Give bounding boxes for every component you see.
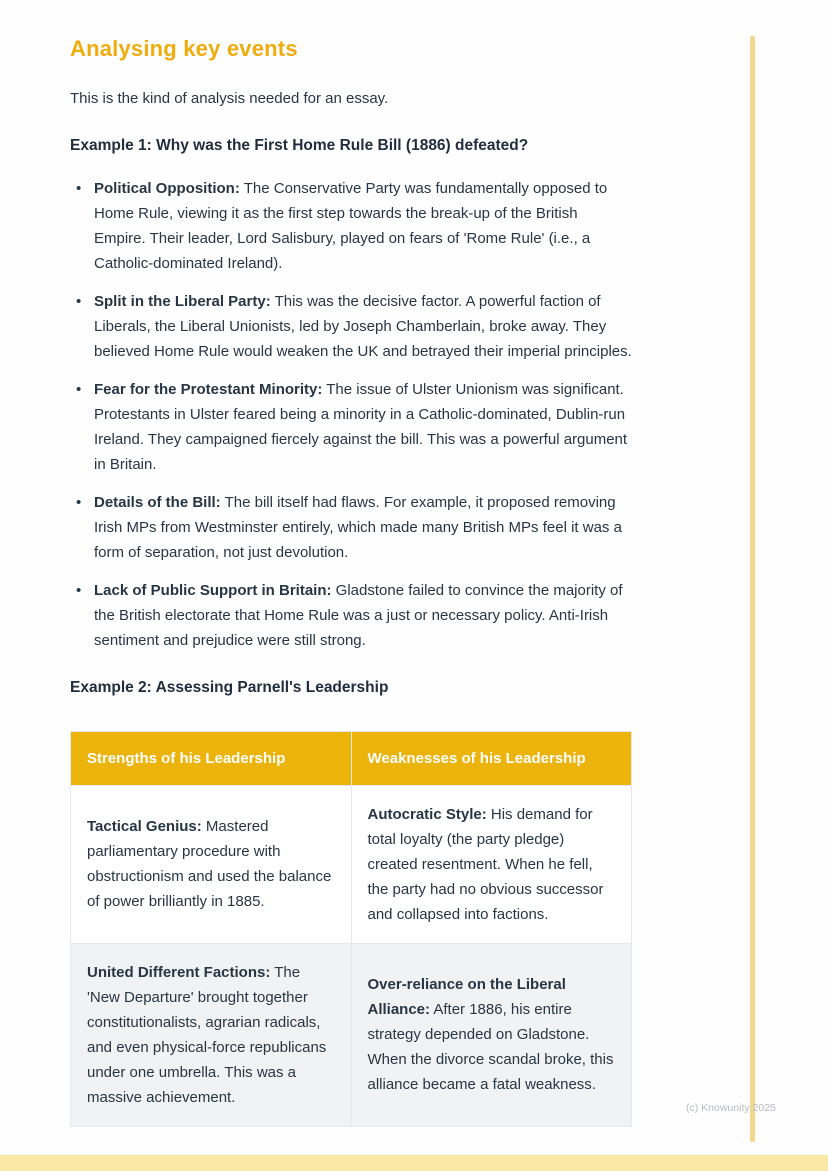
cell-bold-label: Autocratic Style: — [367, 805, 487, 823]
page-content — [70, 36, 632, 1127]
table-header-strengths: Strengths of his Leadership — [71, 731, 352, 785]
example1-bullet-list — [70, 176, 632, 653]
cell-text: His demand for total loyalty (the party pledge) created resentment. When he fell, the party had no obvious successor and collapsed into factions. — [367, 805, 604, 923]
bullet-bold-label: Split in the Liberal Party: — [94, 292, 271, 310]
bullet-item — [70, 578, 632, 653]
bullet-text: The issue of Ulster Unionism was significant. Protestants in Ulster feared being a minority in a Catholic-dominated, Dublin-run Ireland. They campaigned fiercely against the bill. This was a powerful argument in Britain. — [94, 380, 628, 473]
example1-heading: Example 1: Why was the First Home Rule Bill (1886) defeated? — [70, 136, 529, 154]
table-cell-weakness-1 — [351, 785, 632, 943]
cell-bold-label: Over-reliance on the Liberal Alliance: — [367, 976, 566, 1018]
page-separator-strip — [0, 1155, 828, 1171]
bullet-text: The Conservative Party was fundamentally opposed to Home Rule, viewing it as the first step towards the break-up of the British Empire. Their leader, Lord Salisbury, played on fears of 'Rome Rule' (i.e., a Catholic-dominated Ireland). — [94, 179, 608, 272]
page-title: Analysing key events — [70, 36, 298, 61]
watermark: (c) Knowunity 2025 — [686, 1102, 776, 1114]
table-row — [71, 943, 632, 1126]
bullet-item — [70, 289, 632, 364]
bullet-bold-label: Fear for the Protestant Minority: — [94, 380, 323, 398]
bullet-item — [70, 176, 632, 276]
cell-bold-label: United Different Factions: — [87, 963, 271, 981]
bullet-text: This was the decisive factor. A powerful faction of Liberals, the Liberal Unionists, led by Joseph Chamberlain, broke away. They believed Home Rule would weaken the UK and betrayed their imperial principles. — [94, 292, 632, 360]
cell-text: After 1886, his entire strategy depended on Gladstone. When the divorce scandal broke, this alliance became a fatal weakness. — [367, 1001, 614, 1093]
table-header-row — [71, 731, 632, 785]
table-cell-weakness-2 — [351, 943, 632, 1126]
table-cell-strength-2 — [71, 943, 352, 1126]
cell-text: Mastered parliamentary procedure with obstructionism and used the balance of power brilliantly in 1885. — [87, 818, 332, 910]
intro-text: This is the kind of analysis needed for an essay. — [70, 90, 389, 107]
table-cell-strength-1 — [71, 785, 352, 943]
bullet-text: Gladstone failed to convince the majority of the British electorate that Home Rule was a just or necessary policy. Anti-Irish sentiment and prejudice were still strong. — [94, 581, 623, 649]
parnell-leadership-table — [70, 731, 632, 1127]
cell-text: The 'New Departure' brought together constitutionalists, agrarian radicals, and even physical-force republicans under one umbrella. This was a massive achievement. — [87, 963, 327, 1106]
bullet-bold-label: Lack of Public Support in Britain: — [94, 581, 332, 599]
page-edge-line — [750, 36, 755, 1142]
table-header-weaknesses: Weaknesses of his Leadership — [351, 731, 632, 785]
bullet-bold-label: Political Opposition: — [94, 179, 240, 197]
bullet-item — [70, 490, 632, 565]
cell-bold-label: Tactical Genius: — [87, 818, 202, 835]
example2-heading: Example 2: Assessing Parnell's Leadership — [70, 678, 389, 696]
bullet-item — [70, 377, 632, 477]
table-row — [71, 785, 632, 943]
bullet-text: The bill itself had flaws. For example, it proposed removing Irish MPs from Westminster entirely, which made many British MPs feel it was a form of separation, not just devolution. — [94, 493, 622, 561]
bullet-bold-label: Details of the Bill: — [94, 493, 221, 511]
